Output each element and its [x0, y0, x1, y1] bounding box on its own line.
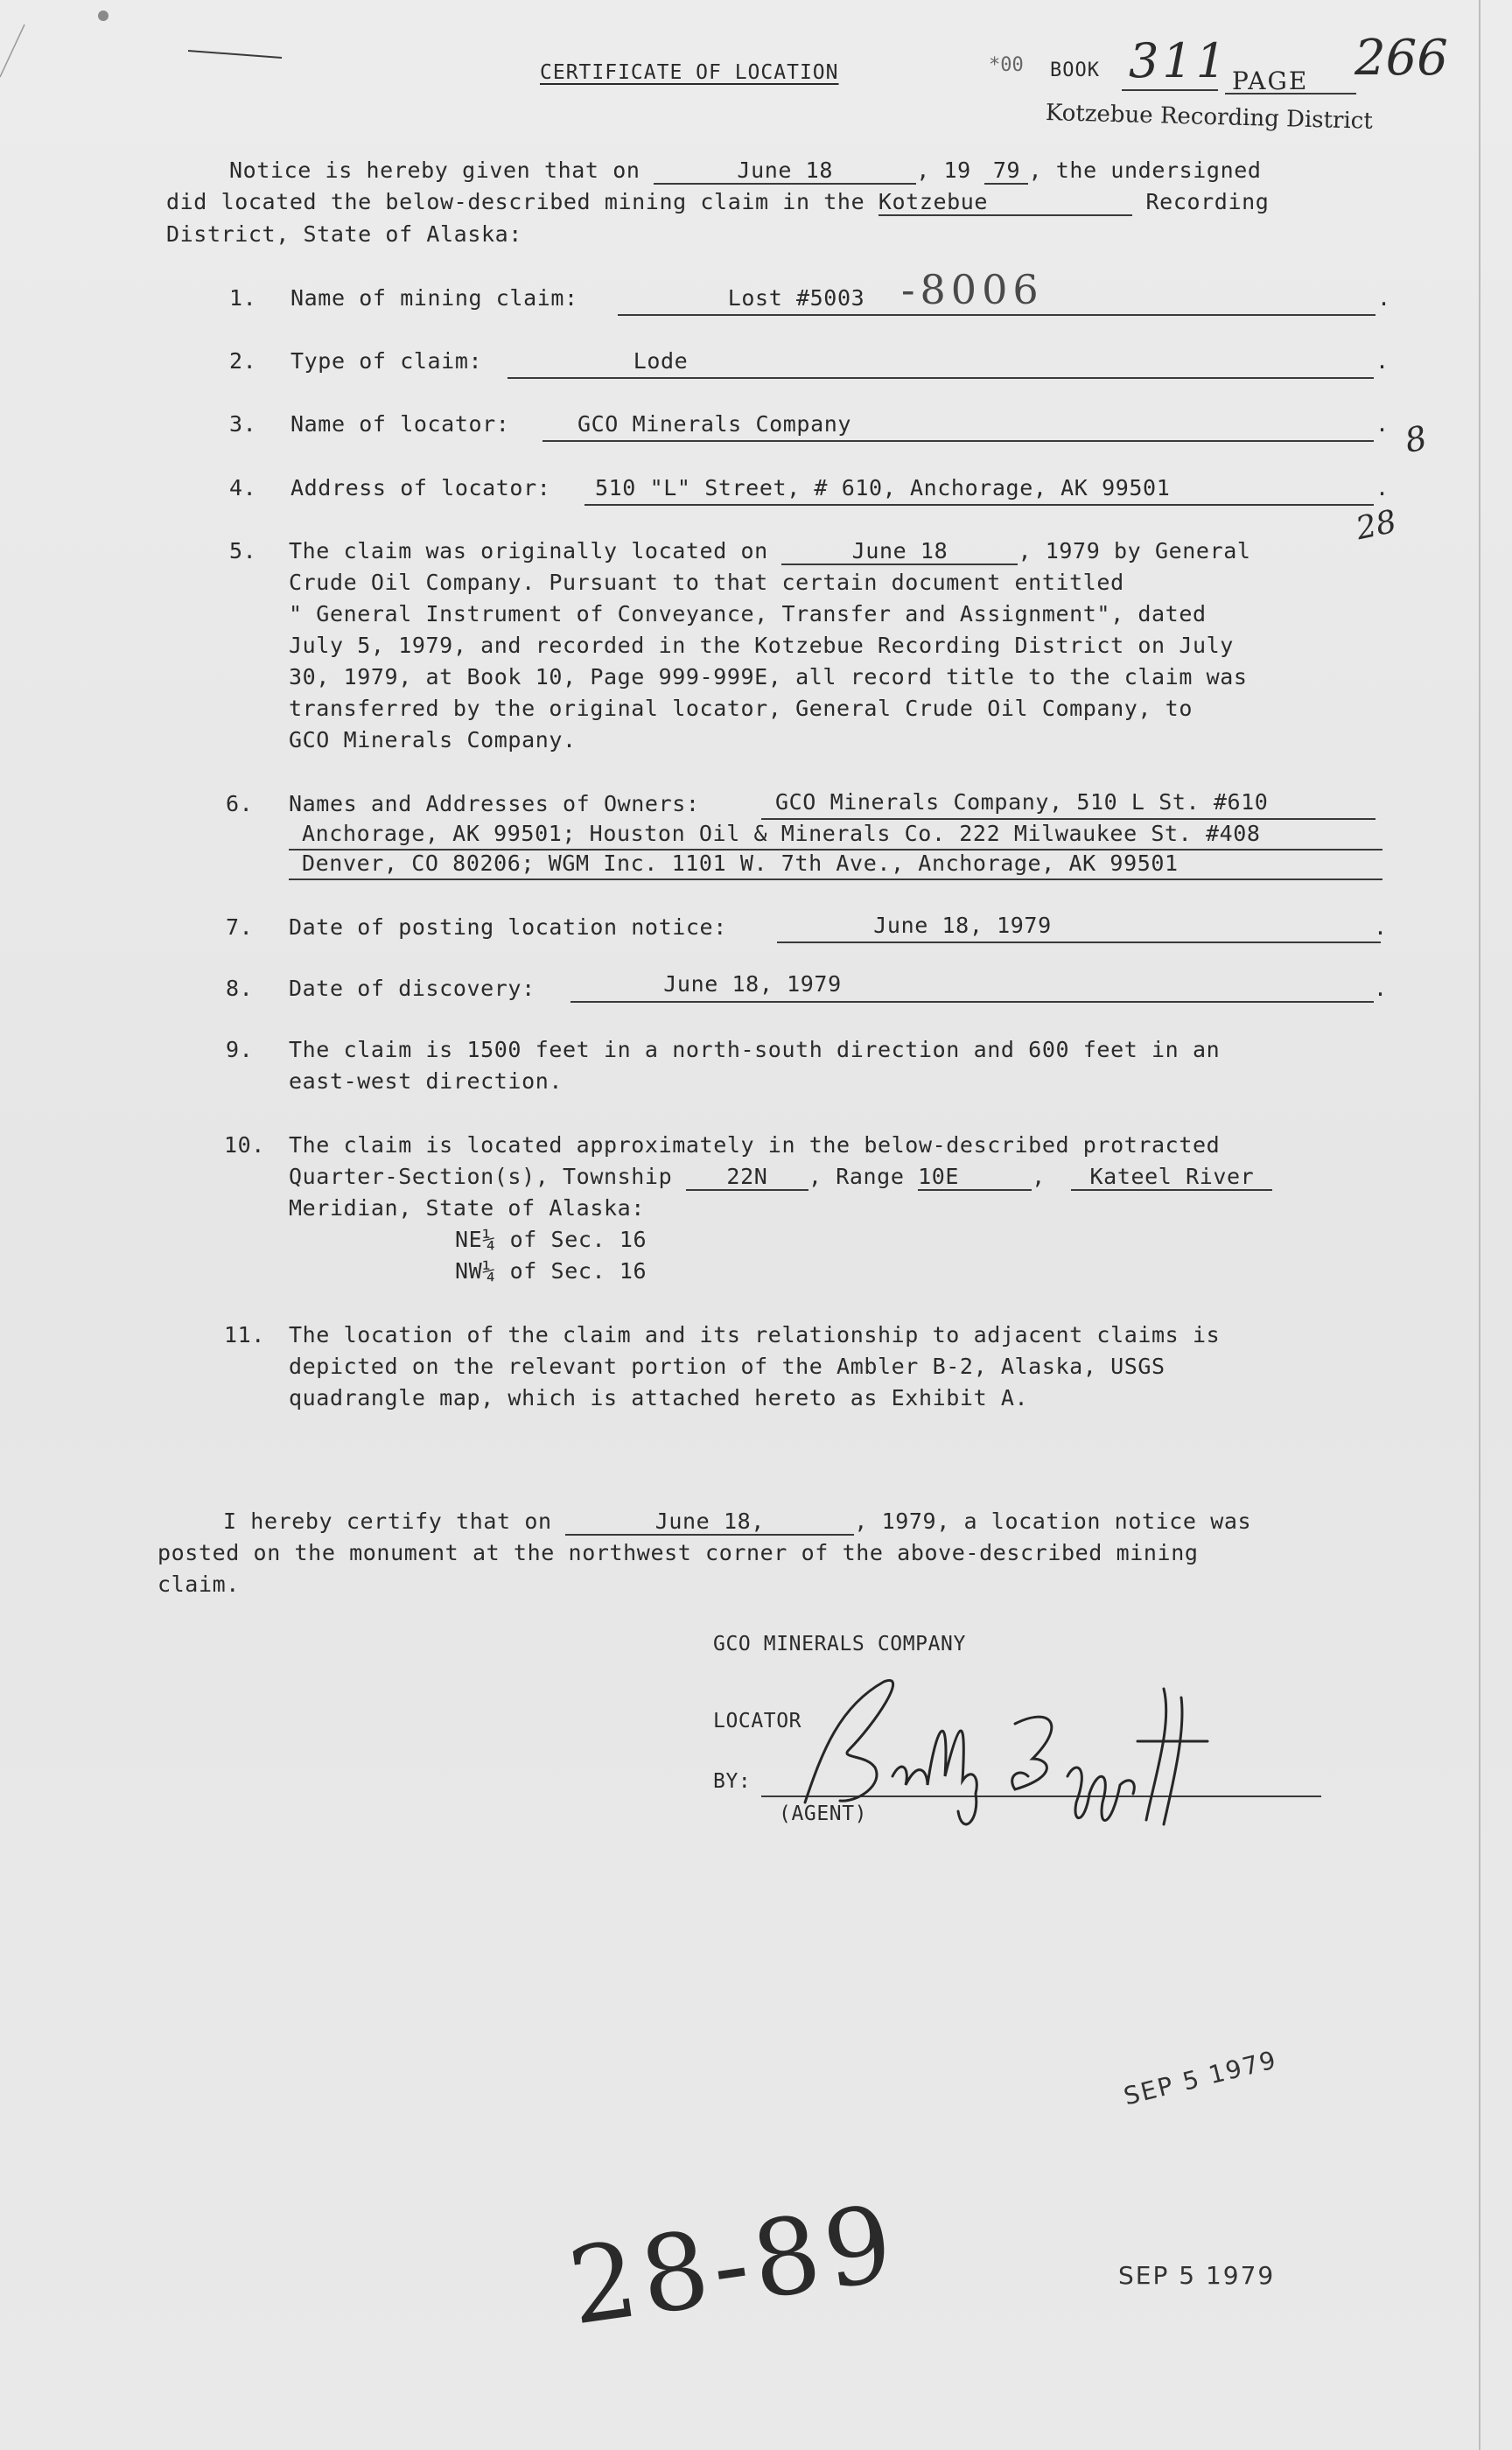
- document-number-stamp: [989, 54, 1024, 76]
- item-10-text-a: Quarter-Section(s), Township: [289, 1164, 673, 1189]
- locator-label: LOCATOR: [713, 1710, 802, 1732]
- margin-note-small: 8: [1401, 417, 1431, 461]
- item-5-line-2: Crude Oil Company. Pursuant to that certain document entitled: [289, 570, 1124, 595]
- item-6-line-3: Denver, CO 80206; WGM Inc. 1101 W. 7th Ave., Anchorage, AK 99501: [302, 850, 1179, 876]
- item-10-text-b: , Range: [808, 1164, 905, 1189]
- item-3-label: Name of locator:: [290, 411, 510, 437]
- item-8-number: 8.: [226, 976, 254, 1001]
- certify-line-2: posted on the monument at the northwest corner of the above-described mining: [158, 1540, 1199, 1565]
- bottom-handwritten-note: 28-89: [562, 2182, 905, 2349]
- item-6-number: 6.: [226, 791, 254, 816]
- agent-label: (AGENT): [779, 1802, 868, 1825]
- item-1-number: 1.: [229, 285, 257, 311]
- item-11-line-3: quadrangle map, which is attached hereto as Exhibit A.: [289, 1385, 1029, 1410]
- received-date-stamp: SEP 5 1979: [1121, 2045, 1280, 2111]
- item-8-period: .: [1374, 976, 1388, 1001]
- item-7-value: June 18, 1979: [873, 913, 1052, 938]
- item-5-line-4: July 5, 1979, and recorded in the Kotzebue Recording District on July: [289, 633, 1234, 658]
- intro-text-b: , 19: [916, 158, 971, 183]
- book-label: BOOK: [1050, 60, 1100, 81]
- item-3-value: GCO Minerals Company: [578, 411, 852, 437]
- item-8-value: June 18, 1979: [663, 971, 842, 997]
- item-3-line: [542, 440, 1374, 442]
- company-name: GCO MINERALS COMPANY: [713, 1633, 966, 1656]
- certify-text-a: I hereby certify that on: [223, 1508, 552, 1534]
- page-underline: [1225, 93, 1356, 94]
- handwritten-signature: [788, 1671, 1225, 1838]
- page-number: 266: [1354, 30, 1448, 87]
- item-2-label: Type of claim:: [290, 348, 483, 374]
- scan-edge: [1479, 0, 1480, 2450]
- intro-text-e: Recording: [1145, 189, 1270, 214]
- item-10-section-1: NE¼ of Sec. 16: [455, 1227, 648, 1252]
- item-5-line-7: GCO Minerals Company.: [289, 727, 577, 752]
- item-8-label: Date of discovery:: [289, 976, 536, 1001]
- item-4-value: 510 "L" Street, # 610, Anchorage, AK 99501: [595, 475, 1171, 500]
- intro-date: June 18: [654, 158, 916, 185]
- item-7-period: .: [1374, 914, 1388, 940]
- certify-line-3: claim.: [158, 1572, 240, 1597]
- item-3-number: 3.: [229, 411, 257, 437]
- certify-line-1: [223, 1508, 1251, 1536]
- intro-text-a: Notice is hereby given that on: [229, 158, 640, 183]
- item-6-line-2: Anchorage, AK 99501; Houston Oil & Minerals Co. 222 Milwaukee St. #408: [302, 821, 1261, 846]
- certify-text-b: , 1979, a location notice was: [854, 1508, 1252, 1534]
- document-number-stamp-text: *00: [989, 54, 1024, 76]
- item-7-line: [777, 942, 1381, 943]
- item-2-period: .: [1376, 348, 1390, 374]
- signature-text: [788, 1671, 796, 1672]
- by-label: BY:: [713, 1770, 752, 1793]
- book-number: 311: [1129, 33, 1230, 88]
- item-1-handwritten-number: -8006: [901, 266, 1044, 313]
- item-1-line: [618, 314, 1376, 316]
- item-1-value: Lost #5003: [727, 285, 865, 311]
- book-underline: [1122, 89, 1218, 91]
- item-4-period: .: [1376, 475, 1390, 500]
- item-9-line-1: The claim is 1500 feet in a north-south direction and 600 feet in an: [289, 1037, 1221, 1062]
- item-5-line-1: [289, 538, 1251, 565]
- document-title: CERTIFICATE OF LOCATION: [540, 61, 839, 84]
- item-10-line-1: The claim is located approximately in the below-described protracted: [289, 1132, 1221, 1158]
- intro-line-3: District, State of Alaska:: [166, 221, 522, 247]
- item-11-line-2: depicted on the relevant portion of the Ambler B-2, Alaska, USGS: [289, 1354, 1166, 1379]
- item-7-number: 7.: [226, 914, 254, 940]
- item-10-number: 10.: [224, 1132, 265, 1158]
- item-6-label: Names and Addresses of Owners:: [289, 791, 700, 816]
- recording-district-stamp: Kotzebue Recording District: [1045, 100, 1374, 135]
- item-2-line: [508, 377, 1374, 379]
- item-10-line-3: Meridian, State of Alaska:: [289, 1195, 645, 1221]
- item-5-line-3: " General Instrument of Conveyance, Transfer and Assignment", dated: [289, 601, 1207, 626]
- intro-year: 79: [984, 158, 1028, 185]
- item-2-value: Lode: [633, 348, 689, 374]
- item-10-township: 22N: [686, 1164, 808, 1191]
- bleed-through-mark: [438, 2150, 484, 2166]
- item-6-line-1-rule: [761, 818, 1376, 820]
- item-5-number: 5.: [229, 538, 257, 564]
- intro-line-1: [229, 158, 1262, 185]
- item-2-number: 2.: [229, 348, 257, 374]
- item-9-number: 9.: [226, 1037, 254, 1062]
- intro-district: Kotzebue: [878, 189, 1132, 216]
- item-3-period: .: [1376, 411, 1390, 437]
- corner-pen-mark: [0, 0, 298, 79]
- item-10-section-2: NW¼ of Sec. 16: [455, 1258, 648, 1284]
- item-9-line-2: east-west direction.: [289, 1068, 564, 1094]
- item-6-line-3-rule: [289, 878, 1382, 880]
- item-4-number: 4.: [229, 475, 257, 500]
- item-5-text-b: , 1979 by General: [1018, 538, 1251, 564]
- intro-text-c: , the undersigned: [1028, 158, 1262, 183]
- margin-note-right: 28: [1353, 503, 1400, 548]
- intro-text-d: did located the below-described mining claim in the: [166, 189, 865, 214]
- item-5-line-6: transferred by the original locator, General Crude Oil Company, to: [289, 696, 1193, 721]
- item-1-period: .: [1377, 285, 1391, 311]
- intro-line-2: [166, 189, 1269, 216]
- item-5-date: June 18: [781, 538, 1018, 565]
- item-6-line-1: GCO Minerals Company, 510 L St. #610: [775, 789, 1269, 815]
- item-10-range: 10E: [918, 1164, 1032, 1191]
- item-10-meridian: Kateel River: [1071, 1164, 1272, 1191]
- item-10-text-c: ,: [1032, 1164, 1046, 1189]
- item-7-label: Date of posting location notice:: [289, 914, 727, 940]
- item-11-line-1: The location of the claim and its relationship to adjacent claims is: [289, 1322, 1221, 1348]
- certify-date: June 18,: [565, 1508, 854, 1536]
- page-label: PAGE: [1232, 66, 1309, 95]
- item-1-label: Name of mining claim:: [290, 285, 578, 311]
- item-4-line: [584, 504, 1374, 506]
- item-5-line-5: 30, 1979, at Book 10, Page 999-999E, all record title to the claim was: [289, 664, 1248, 690]
- item-10-line-2: [289, 1164, 1272, 1191]
- item-5-text-a: The claim was originally located on: [289, 538, 768, 564]
- item-11-number: 11.: [224, 1322, 265, 1348]
- item-8-line: [570, 1001, 1374, 1003]
- recorded-date-stamp: SEP 5 1979: [1118, 2261, 1276, 2290]
- item-4-label: Address of locator:: [290, 475, 551, 500]
